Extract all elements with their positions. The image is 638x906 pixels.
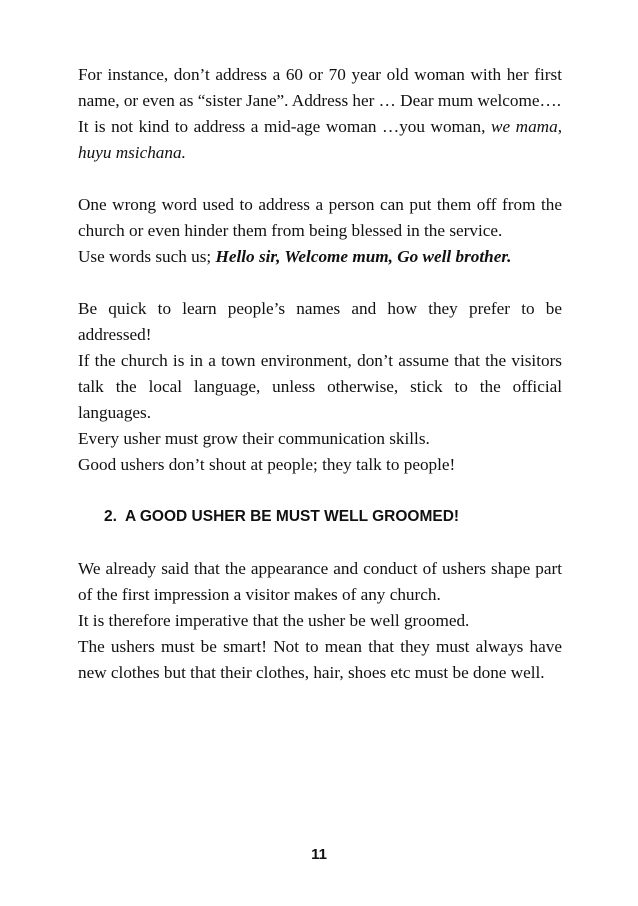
paragraph-address-women: For instance, don’t address a 60 or 70 year old woman with her first name, or even as “sister Jane”. Address her … Dear mum welcome…. bbox=[78, 65, 562, 110]
paragraph-smart-ushers: The ushers must be smart! Not to mean that they must always have new clothes but that their clothes, hair, shoes etc must be done well. bbox=[78, 637, 562, 682]
section-number: 2. bbox=[104, 508, 117, 525]
paragraph-well-groomed: It is therefore imperative that the usher be well groomed. bbox=[78, 611, 470, 630]
paragraph-wrong-word: One wrong word used to address a person can put them off from the church or even hinder them from being blessed in the service. bbox=[78, 195, 562, 240]
italic-we-mama: we mama bbox=[491, 117, 558, 136]
paragraph-mid-age-text: It is not kind to address a mid-age woman …you woman, bbox=[78, 117, 492, 136]
paragraph-mid-age-woman bbox=[78, 114, 562, 166]
use-words-text: Use words such us; bbox=[78, 247, 216, 266]
paragraph-dont-shout: Good ushers don’t shout at people; they talk to people! bbox=[78, 455, 456, 474]
paragraph-use-words bbox=[78, 244, 562, 270]
paragraph-town-environment: If the church is in a town environment, don’t assume that the visitors talk the local language, unless otherwise, stick to the official languages. bbox=[78, 351, 562, 422]
paragraph-learn-names: Be quick to learn people’s names and how they prefer to be addressed! bbox=[78, 299, 562, 344]
greeting-examples: Hello sir, Welcome mum, Go well brother. bbox=[215, 247, 512, 266]
section-heading bbox=[104, 504, 562, 530]
page-body bbox=[78, 62, 562, 686]
page-number: 11 bbox=[311, 846, 327, 863]
paragraph-first-impression: We already said that the appearance and conduct of ushers shape part of the first impression a visitor makes of any church. bbox=[78, 559, 562, 604]
paragraph-communication-skills: Every usher must grow their communication skills. bbox=[78, 429, 430, 448]
section-title: A GOOD USHER BE MUST WELL GROOMED! bbox=[124, 508, 460, 525]
italic-huyu-msichana: huyu msichana. bbox=[78, 143, 186, 162]
separator-comma: , bbox=[557, 117, 562, 136]
